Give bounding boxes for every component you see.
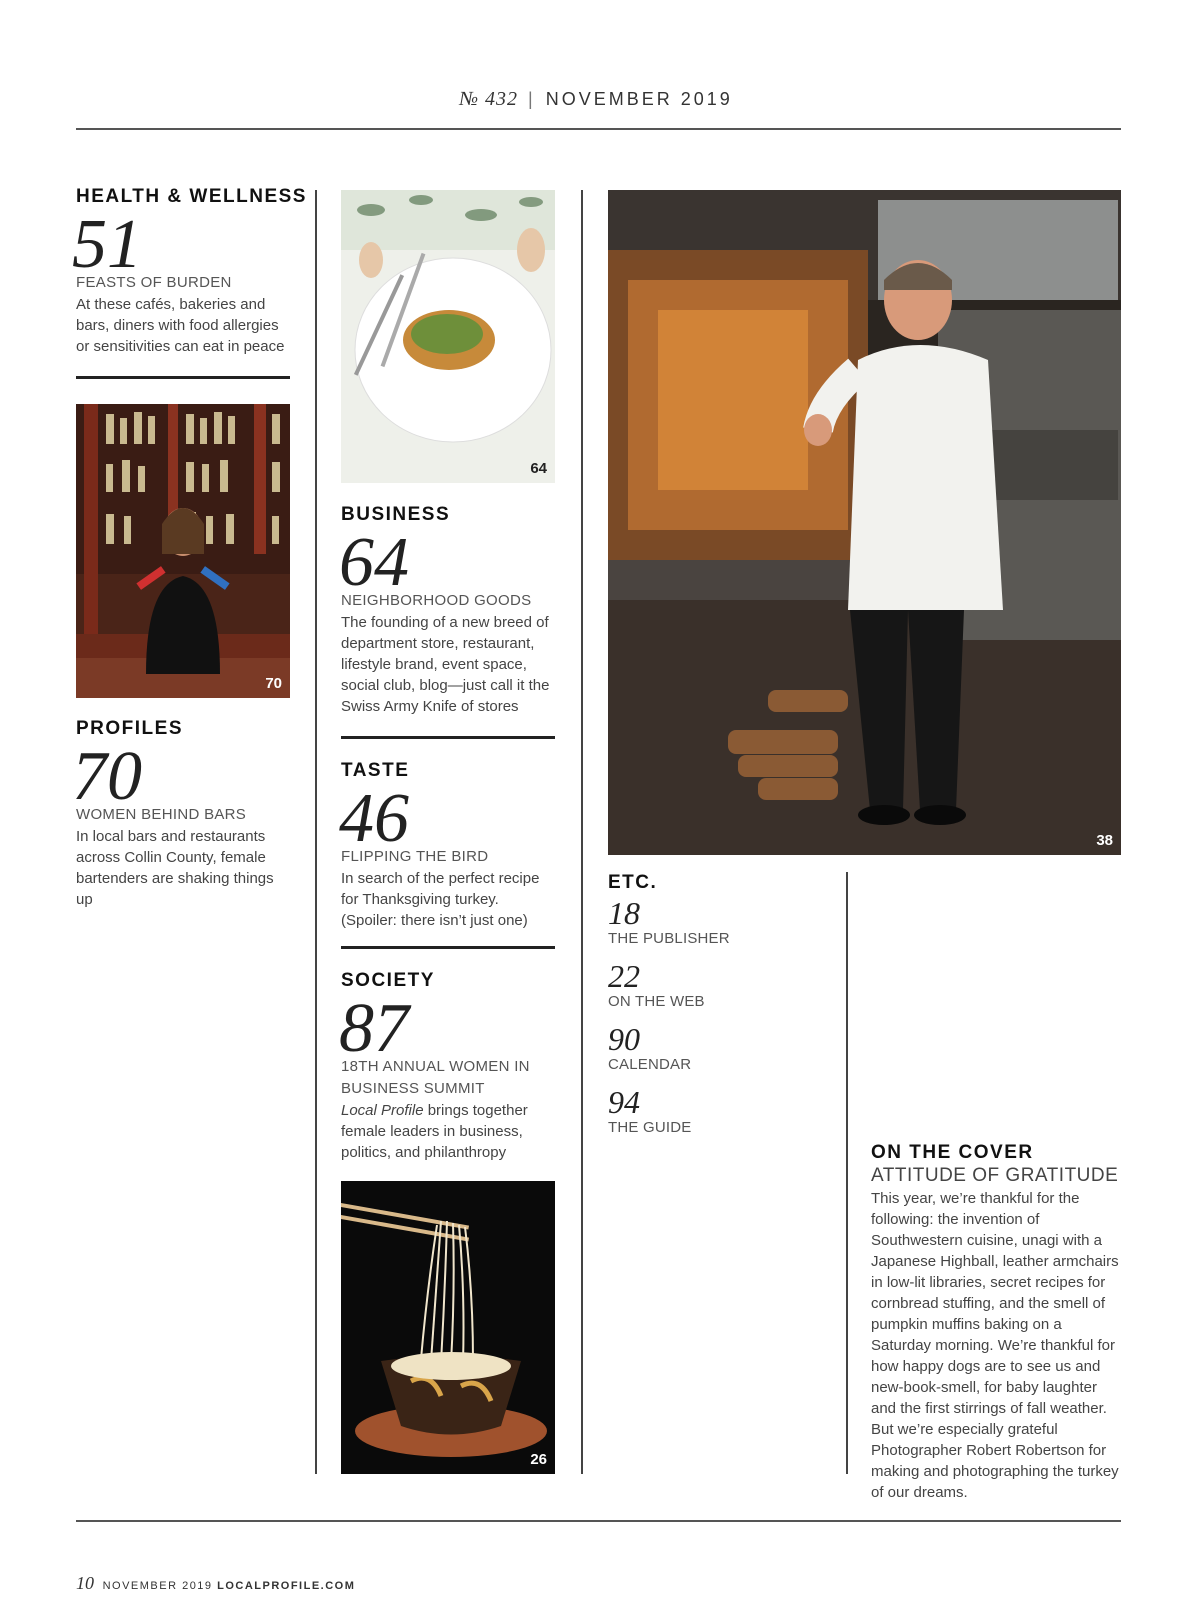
bartender-photo[interactable] — [76, 404, 290, 698]
photo-page-tag-64: 64 — [530, 460, 547, 477]
etc-label: ON THE WEB — [608, 993, 705, 1010]
chef-image — [608, 190, 1121, 855]
column-divider-2 — [581, 190, 583, 1474]
story-title-flipping-the-bird[interactable]: FLIPPING THE BIRD — [341, 848, 489, 865]
section-divider — [341, 946, 555, 949]
story-dek-women-in-business — [341, 1100, 531, 1163]
food-plate-photo[interactable] — [341, 190, 555, 483]
photo-page-tag-70: 70 — [265, 675, 282, 692]
column-divider-3 — [846, 872, 848, 1474]
bartender-image — [76, 404, 290, 698]
story-dek-feasts: At these cafés, bakeries and bars, diners with food allergies or sensitivities can eat in peace — [76, 296, 285, 355]
story-dek-neighborhood-goods: The founding of a new breed of department store, restaurant, lifestyle brand, event space, social club, blog—just call it the Swiss Army Knife of stores — [341, 614, 550, 715]
etc-label: CALENDAR — [608, 1056, 692, 1073]
header-rule — [76, 128, 1121, 130]
section-business: BUSINESS — [341, 504, 451, 525]
cover-story-dek: This year, we’re thankful for the following: the invention of Southwestern cuisine, unagi with a Japanese Highball, leather armchairs in low-lit libraries, secret recipes for cornbread stuffing, and the smell of pumpkin muffins baking on a Saturday morning. We’re thankful for how happy dogs are to see us and new-book-smell, for baby laughter and the first stirrings of fall weather. But we’re especially grateful Photographer Robert Robertson for making and photographing the turkey of our dreams. — [871, 1190, 1119, 1501]
etc-item-the-guide[interactable] — [608, 1085, 808, 1148]
issue-header — [76, 88, 1116, 111]
story-title-women-in-business[interactable]: 18TH ANNUAL WOMEN IN BUSINESS SUMMIT — [341, 1058, 530, 1097]
page-footer — [76, 1573, 355, 1594]
etc-page-number: 22 — [608, 958, 640, 994]
etc-page-number: 94 — [608, 1084, 640, 1120]
page-number-64[interactable]: 64 — [339, 524, 409, 601]
header-separator: | — [528, 89, 536, 109]
footer-page-number: 10 — [76, 1573, 94, 1593]
section-etc: ETC. — [608, 872, 658, 893]
footer-site[interactable]: LOCALPROFILE.COM — [217, 1580, 356, 1592]
publication-name: Local Profile — [341, 1102, 424, 1119]
cover-story-title: ATTITUDE OF GRATITUDE — [871, 1165, 1119, 1186]
etc-label: THE PUBLISHER — [608, 930, 730, 947]
section-society: SOCIETY — [341, 970, 435, 991]
page-number-87[interactable]: 87 — [339, 990, 409, 1067]
section-health-wellness: HEALTH & WELLNESS — [76, 186, 307, 207]
story-dek-women-behind-bars: In local bars and restaurants across Collin County, female bartenders are shaking things up — [76, 828, 274, 908]
story-dek-flipping-the-bird: In search of the perfect recipe for Thanksgiving turkey. (Spoiler: there isn’t just one) — [341, 870, 540, 929]
page-number-70[interactable]: 70 — [72, 738, 142, 815]
page-number-46[interactable]: 46 — [339, 780, 409, 857]
story-title-feasts[interactable]: FEASTS OF BURDEN — [76, 274, 232, 291]
food-plate-image — [341, 190, 555, 483]
section-on-the-cover: ON THE COVER — [871, 1142, 1034, 1163]
issue-number: № 432 — [459, 88, 519, 110]
column-divider-1 — [315, 190, 317, 1474]
section-divider — [76, 376, 290, 379]
etc-item-on-the-web[interactable] — [608, 959, 808, 1022]
photo-page-tag-38: 38 — [1096, 832, 1113, 849]
chef-cover-photo[interactable] — [608, 190, 1121, 855]
etc-list — [608, 896, 808, 1148]
photo-page-tag-26: 26 — [530, 1451, 547, 1468]
section-divider — [341, 736, 555, 739]
section-taste: TASTE — [341, 760, 410, 781]
footer-date: NOVEMBER 2019 — [102, 1580, 213, 1592]
noodles-photo[interactable] — [341, 1181, 555, 1474]
page-number-51[interactable]: 51 — [72, 206, 142, 283]
section-profiles: PROFILES — [76, 718, 184, 739]
story-dek-text: brings together female leaders in business, politics, and philanthropy — [341, 1102, 528, 1161]
etc-item-publisher[interactable] — [608, 896, 808, 959]
footer-rule — [76, 1520, 1121, 1522]
etc-page-number: 18 — [608, 895, 640, 931]
story-title-neighborhood-goods[interactable]: NEIGHBORHOOD GOODS — [341, 592, 532, 609]
issue-date: NOVEMBER 2019 — [545, 89, 733, 109]
etc-label: THE GUIDE — [608, 1119, 692, 1136]
noodles-image — [341, 1181, 555, 1474]
etc-item-calendar[interactable] — [608, 1022, 808, 1085]
etc-page-number: 90 — [608, 1021, 640, 1057]
story-title-women-behind-bars[interactable]: WOMEN BEHIND BARS — [76, 806, 247, 823]
